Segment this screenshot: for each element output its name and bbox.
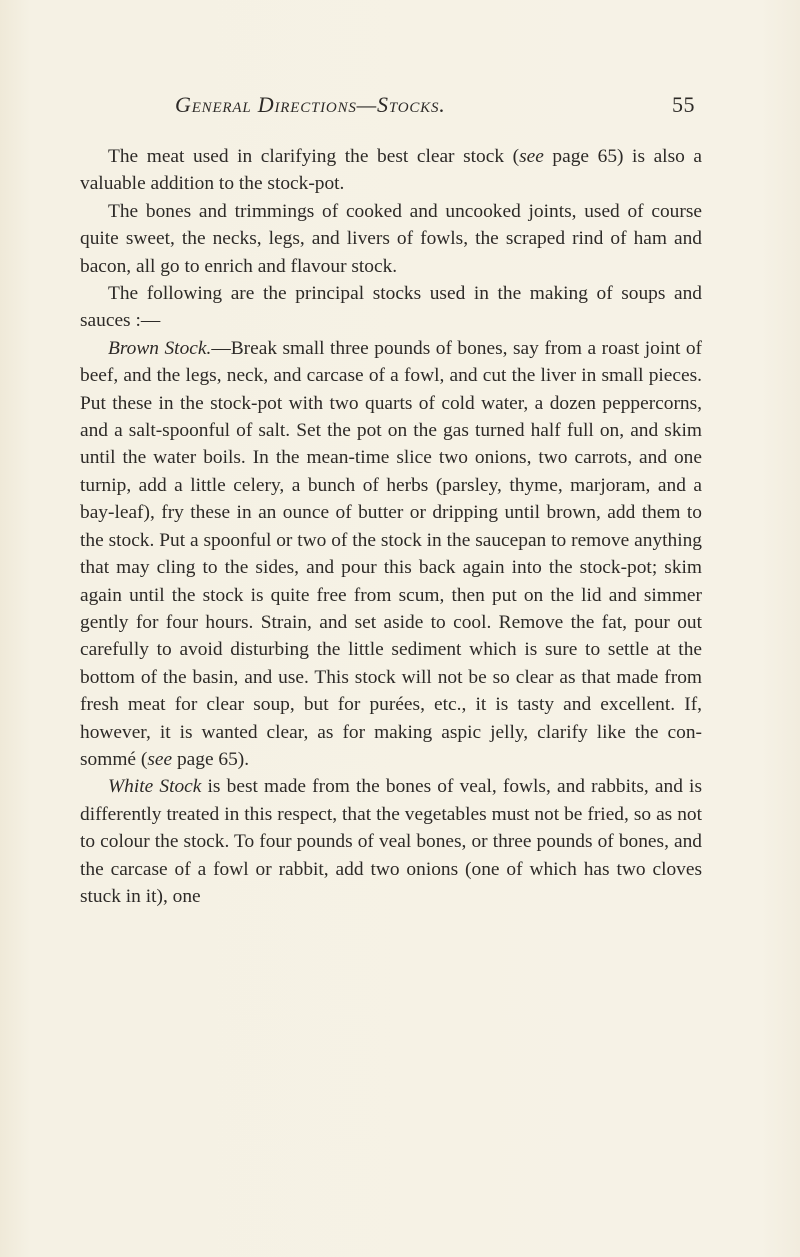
paragraph-white-stock: White Stock is best made from the bones of veal, fowls, and rabbits, and is differently treated in this respect, that the vegetables must not be fried, so as not to colour the stock. To four pounds of veal bones, or three pounds of bones, and the carcase of a fowl or rabbit, add two onions (one of which has two cloves stuck in it), one bbox=[80, 776, 702, 907]
page-number: 55 bbox=[672, 92, 695, 117]
paragraph-bones-trimmings: The bones and trimmings of cooked and uncooked joints, used of course quite sweet, the necks, legs, and livers of fowls, the scraped rind of ham and bacon, all go to enrich and flavour stock. bbox=[80, 200, 702, 277]
running-title: General Directions—Stocks. bbox=[175, 92, 446, 117]
page-header bbox=[175, 92, 695, 124]
heading-brown-stock: Brown Stock. bbox=[108, 337, 212, 359]
heading-white-stock: White Stock bbox=[108, 776, 202, 798]
body-text bbox=[80, 143, 702, 910]
paragraph-brown-stock: Brown Stock.—Break small three pounds of bones, say from a roast joint of beef, and the legs, neck, and carcase of a fowl, and cut the liver in small pieces. Put these in the stock-pot with two quarts of cold water, a dozen peppercorns, and a salt-spoonful of salt. Set the pot on the gas turned half full on, and skim until the water boils. In the mean-time slice two onions, two carrots, and one turnip, add a little celery, a bunch of herbs (parsley, thyme, marjoram, and a bay-leaf), fry these in an ounce of butter or dripping until brown, add them to the stock. Put a spoonful or two of the stock in the saucepan to remove anything that may cling to the sides, and pour this back again into the stock-pot; skim again until the stock is quite free from scum, then put on the lid and simmer gently for four hours. Strain, and set aside to cool. Remove the fat, pour out carefully to avoid disturbing the little sediment which is sure to settle at the bottom of the basin, and use. This stock will not be so clear as that made from fresh meat for clear soup, but for purées, etc., it is tasty and excellent. If, however, it is wanted clear, as for making aspic jelly, clarify like the con-sommé (see page 65). bbox=[80, 337, 702, 770]
paragraph-principal-stocks: The following are the principal stocks used in the making of soups and sauces :— bbox=[80, 283, 702, 332]
paragraph-clarifying-meat: The meat used in clarifying the best clear stock (see page 65) is also a valuable addition to the stock-pot. bbox=[80, 146, 702, 195]
